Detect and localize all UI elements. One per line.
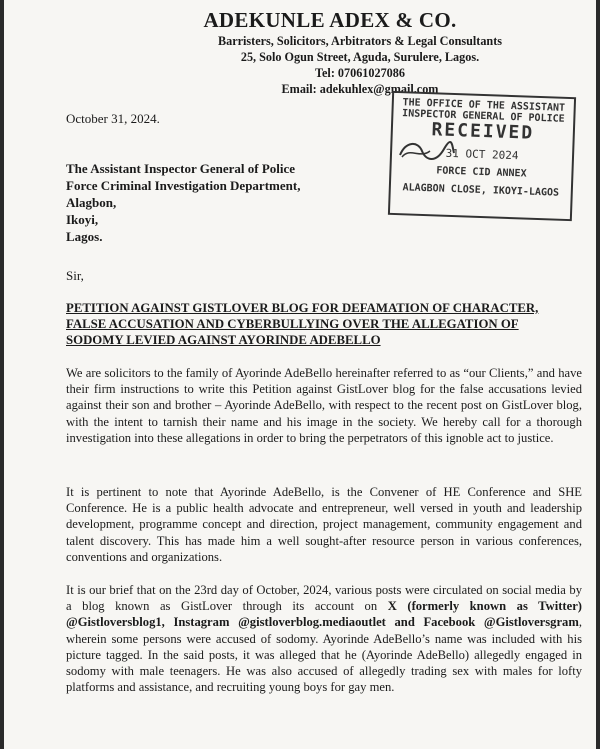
- paragraph-3: [66, 582, 582, 695]
- stamp-date: 31 OCT 2024: [445, 146, 519, 163]
- firm-subtitle: Barristers, Solicitors, Arbitrators & Legal Consultants: [217, 34, 502, 48]
- paragraph-2: It is pertinent to note that Ayorinde AdeBello, is the Convener of HE Conference and SHE Conference. He is a public health advocate and entrepreneur, well versed in youth and leadership development, programme concept and direction, project management, community engagement and talent discovery. This has made him a well sought-after resource person in various conferences, conventions and organizations.: [66, 485, 582, 564]
- addressee-line: Alagbon,: [66, 195, 117, 210]
- firm-telephone: Tel: 07061027086: [315, 66, 405, 80]
- letterhead: [4, 0, 596, 97]
- addressee-block: [66, 160, 300, 245]
- paragraph-1: We are solicitors to the family of Ayorinde AdeBello hereinafter referred to as “our Clients,” and have their firm instructions to write this Petition against GistLover blog for the false accusations levied against their son and brother – Ayorinde AdeBello, with respect to the recent post on GistLover blog, with the intent to tarnish their name and his image in the society. We hereby call for a thorough investigation into these allegations in order to bring the perpetrators of this ignoble act to justice.: [66, 366, 582, 445]
- stamp-location: ALAGBON CLOSE, IKOYI-LAGOS: [402, 182, 560, 199]
- paragraph-3-text-cont: , wherein some persons were accused of sodomy. Ayorinde AdeBello’s name was included with his picture tagged. In the said posts, it was alleged that he (Ayorinde AdeBello) allegedly engaged in sodomy with male teenagers. He was also accused of allegedly trading sex with males for lofty platforms and assistance, and recruiting young boys for gay men.: [66, 615, 582, 695]
- letter-date: October 31, 2024.: [66, 111, 160, 126]
- firm-address: 25, Solo Ogun Street, Aguda, Surulere, Lagos.: [240, 50, 480, 64]
- addressee-line: The Assistant Inspector General of Police: [66, 161, 296, 176]
- signature-scribble: [396, 137, 456, 167]
- letter-page: [4, 0, 596, 749]
- stamp-status: RECEIVED: [431, 119, 535, 144]
- salutation: Sir,: [66, 268, 84, 283]
- subject-heading: PETITION AGAINST GISTLOVER BLOG FOR DEFAMATION OF CHARACTER, FALSE ACCUSATION AND CYBERBULLYING OVER THE ALLEGATION OF SODOMY LEVIED AGAINST AYORINDE ADEBELLO: [66, 301, 539, 347]
- firm-name: ADEKUNLE ADEX & CO.: [203, 8, 457, 32]
- addressee-line: Ikoyi,: [66, 212, 99, 227]
- stamp-office: THE OFFICE OF THE ASSISTANT INSPECTOR GENERAL OF POLICE: [401, 97, 566, 125]
- addressee-line: Lagos.: [66, 229, 103, 244]
- social-handles: X (formerly known as Twitter) @Gistloversblog1, Instagram @gistloverblog.mediaoutlet and Facebook @Gistloversgram: [66, 599, 582, 630]
- firm-email: Email: adekuhlex@gmail.com: [281, 82, 439, 96]
- addressee-line: Force Criminal Investigation Department,: [66, 178, 301, 193]
- paragraph-3-text: It is our brief that on the 23rd day of October, 2024, various posts were circulated on social media by a blog known as GistLover through its account on: [66, 583, 582, 614]
- stamp-unit: FORCE CID ANNEX: [436, 165, 527, 180]
